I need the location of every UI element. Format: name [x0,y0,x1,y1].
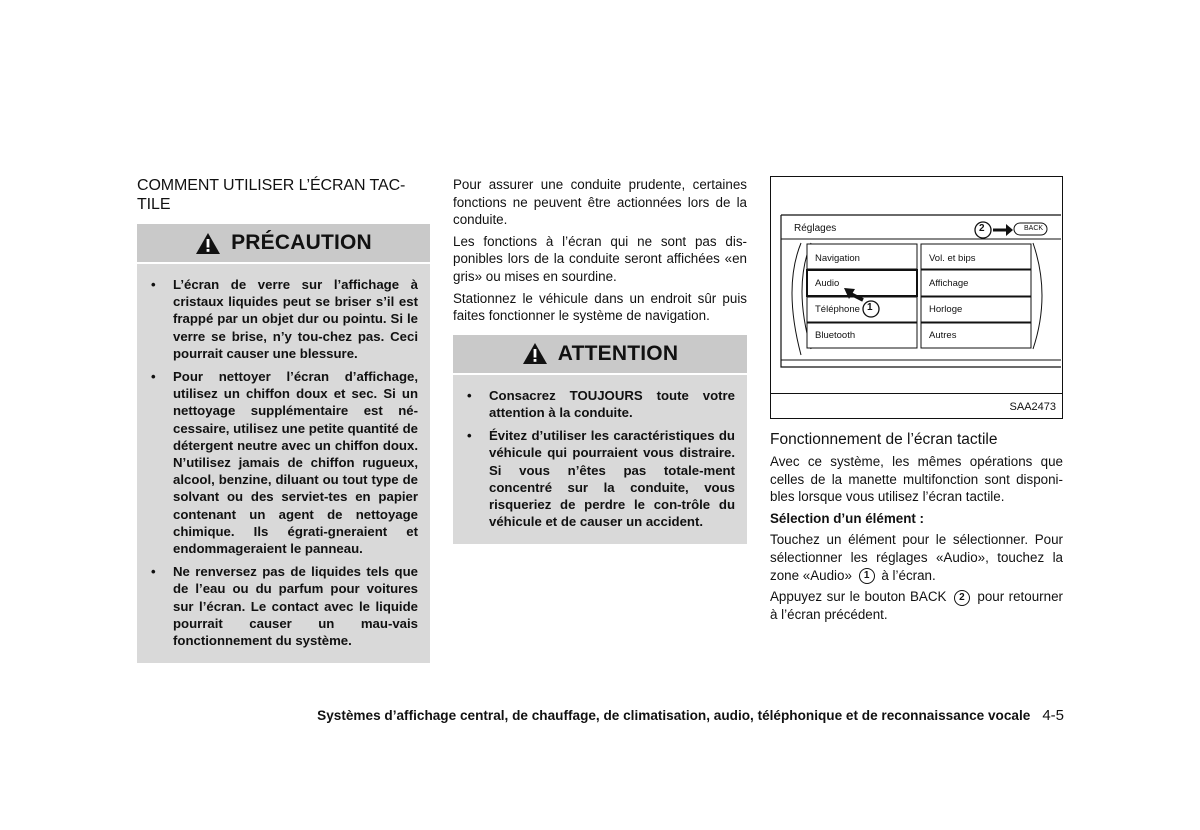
menu-item-audio: Audio [815,278,840,289]
precaution-header [137,224,430,264]
list-item: • Pour nettoyer l’écran d’affichage, utilisez un chiffon doux et sec. Si un nettoyage supplémentaire est né-cessaire, utilisez une petite quantité de détergent neutre avec un chiffon doux. N’utilisez jamais de chiffon rugueux, alcool, benzine, diluant ou tout type de solvant ou des serviet-tes en papier contenant un agent de nettoyage chimique. Ils égrati-gneraient et endommageraient le panneau. [151,369,418,557]
menu-item-telephone: Téléphone [815,304,860,315]
list-item: • Ne renversez pas de liquides tels que de l’eau ou du parfum pour voitures sur l’écran. Le contact avec le liquide pourrait causer un mau-vais fonctionnement du système. [151,564,418,649]
list-item: • L’écran de verre sur l’affichage à cristaux liquides peut se briser s’il est frappé par un objet dur ou pointu. Si le verre se brise, n’y tou-chez pas. Ceci pourrait causer une blessure. [151,277,418,361]
screen-illustration [770,176,1063,419]
figure-code: SAA2473 [1009,401,1056,413]
attention-label: ATTENTION [557,341,679,365]
menu-item-others: Autres [929,330,957,341]
selection-label: Sélection d’un élément : [770,510,925,526]
paragraph: Touchez un élément pour le sélectionner. Pour sélectionner les réglages «Audio», touchez la zone «Audio» 1 à l’écran. [770,532,1063,583]
warning-triangle-icon [522,342,548,365]
menu-item-display: Affichage [929,278,969,289]
paragraph: Pour assurer une conduite prudente, certaines fonctions ne peuvent être actionnées lors de la conduite. [453,177,747,228]
left-column [137,176,430,663]
page-number: 4-5 [1042,707,1064,724]
attention-header [453,335,747,375]
screen-title: Réglages [794,223,837,234]
list-item: • Consacrez TOUJOURS toute votre attention à la conduite. [467,387,735,420]
page-footer [317,707,1064,724]
back-button-label: BACK [1024,225,1044,232]
attention-box [453,335,747,545]
menu-item-bluetooth: Bluetooth [815,330,856,341]
callout-1-inline: 1 [859,568,875,584]
subheading: Fonctionnement de l’écran tactile [770,431,998,448]
callout-1: 1 [867,302,873,313]
paragraph: Avec ce système, les mêmes opérations que celles de la manette multifonction sont disponi-bles lorsque vous utilisez l’écran tactile. [770,454,1063,505]
precaution-label: PRÉCAUTION [231,231,372,254]
paragraph: Appuyez sur le bouton BACK 2 pour retourner à l’écran précédent. [770,589,1063,622]
callout-2-inline: 2 [954,590,970,606]
footer-text: Systèmes d’affichage central, de chauffage, de climatisation, audio, téléphonique et de reconnaissance vocale [317,708,1031,723]
callout-2: 2 [979,223,985,234]
figure-divider [771,393,1062,394]
section-title: COMMENT UTILISER L’ÉCRAN TAC-TILE [137,177,406,213]
warning-triangle-icon [195,232,221,255]
menu-item-volume: Vol. et bips [929,253,976,264]
middle-column [453,176,747,544]
precaution-box [137,224,430,663]
list-item: • Évitez d’utiliser les caractéristiques du véhicule qui pourraient vous distraire. Si vous n’êtes pas totale-ment concentré sur la conduite, vous risqueriez de perdre le con-trôle du véhicule et de causer un accident. [467,428,735,530]
paragraph: Stationnez le véhicule dans un endroit sûr puis faites fonctionner le système de navigation. [453,290,747,324]
right-column [770,176,1063,627]
paragraph: Les fonctions à l’écran qui ne sont pas dis-ponibles lors de la conduite seront affichées «en gris» ou mises en sourdine. [453,233,747,284]
menu-item-clock: Horloge [929,304,963,315]
menu-item-navigation: Navigation [815,253,860,264]
